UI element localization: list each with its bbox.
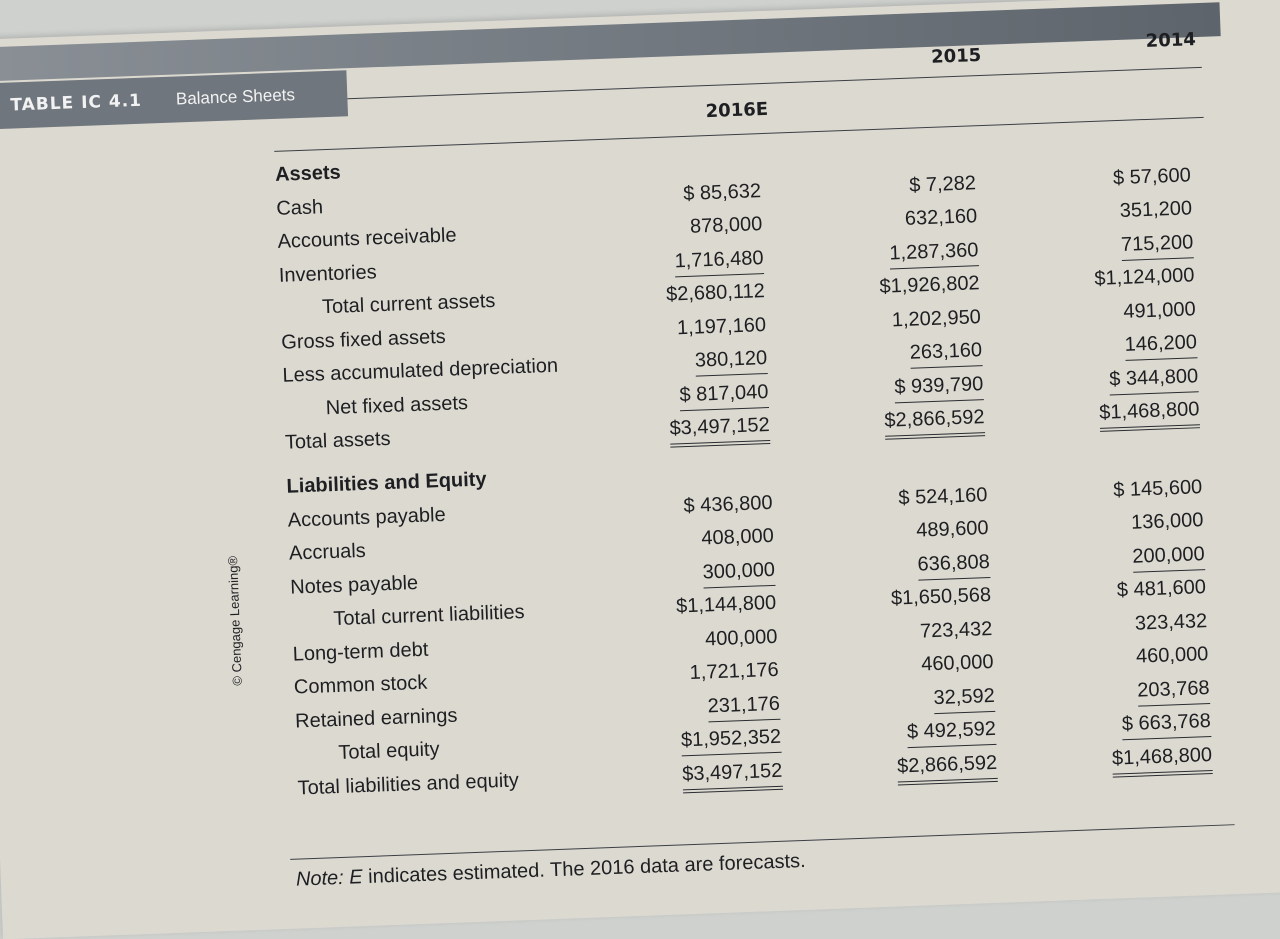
row-value-2014 [1064, 259, 1195, 297]
row-value-2015 [865, 713, 996, 751]
row-value-2016e [646, 587, 777, 625]
row-value-2016e [644, 553, 775, 591]
row-value-2015 [863, 646, 994, 684]
cell-value: 1,197,160 [676, 313, 767, 339]
row-value-2014 [1068, 360, 1199, 398]
row-label: Long-term debt [292, 638, 429, 666]
row-label: Total current assets [321, 289, 496, 319]
row-label: Retained earnings [294, 704, 458, 733]
row-label: Liabilities and Equity [286, 467, 487, 498]
cell-value: 323,432 [1134, 609, 1208, 635]
year-2016e: 2016E [705, 98, 769, 123]
cell-value: 1,287,360 [889, 235, 979, 269]
year-2015: 2015 [930, 44, 982, 68]
cell-value: 460,000 [1135, 643, 1209, 668]
balance-sheet-table [275, 124, 1238, 805]
cell-value: $ 663,768 [1121, 706, 1211, 740]
cell-value: 1,716,480 [674, 243, 764, 277]
row-value-2016e [634, 275, 765, 313]
cell-value: 380,120 [694, 343, 767, 377]
row-value-2015 [857, 479, 988, 517]
row-value-2014 [1065, 293, 1196, 331]
row-value-2015 [858, 512, 989, 550]
cell-value: $ 436,800 [683, 491, 773, 517]
cell-value: $ 524,160 [898, 483, 988, 509]
row-value-2016e [631, 175, 762, 213]
row-value-2016e [632, 208, 763, 246]
caption-label: TABLE IC 4.1 [10, 90, 143, 116]
row-value-2014 [1060, 159, 1191, 197]
row-label: Total equity [337, 738, 440, 764]
row-label: Assets [274, 161, 342, 186]
cell-value: 408,000 [701, 524, 775, 550]
cell-value: 136,000 [1130, 509, 1204, 534]
cell-value: 351,200 [1119, 197, 1193, 222]
cell-value: 146,200 [1124, 327, 1197, 361]
cell-value: 491,000 [1123, 297, 1197, 323]
row-label: Less accumulated depreciation [282, 354, 559, 387]
row-value-2015 [862, 612, 993, 650]
cell-value: 723,432 [919, 617, 993, 643]
row-label: Inventories [278, 260, 378, 287]
caption-title: Balance Sheets [175, 85, 296, 109]
row-value-2015 [849, 267, 980, 305]
cell-value: $1,468,800 [1111, 740, 1212, 777]
row-value-2014 [1066, 326, 1197, 364]
row-value-2014 [1074, 538, 1205, 576]
row-value-2015 [859, 545, 990, 583]
cell-value: 489,600 [915, 517, 989, 542]
cell-value: 460,000 [920, 650, 994, 676]
row-value-2016e [643, 520, 774, 558]
row-value-2015 [847, 200, 978, 238]
note-text: indicates estimated. The 2016 data are forecasts. [362, 849, 806, 889]
cell-value: $1,926,802 [879, 272, 980, 298]
row-value-2015 [845, 167, 976, 205]
cell-value: 263,160 [909, 335, 982, 369]
cell-value: 1,202,950 [891, 305, 982, 331]
row-label: Accounts payable [287, 503, 446, 532]
credit-text: © Cengage Learning® [225, 555, 245, 686]
row-label: Cash [275, 195, 324, 220]
cell-value: $3,497,152 [669, 411, 770, 448]
cell-value: $3,497,152 [682, 756, 783, 793]
row-label: Accounts receivable [277, 224, 457, 253]
row-value-2015 [867, 746, 998, 786]
cell-value: $1,650,568 [890, 583, 992, 610]
cell-value: $ 7,282 [908, 171, 977, 197]
cell-value: 632,160 [904, 205, 978, 230]
row-value-2016e [638, 375, 769, 413]
row-value-2015 [852, 334, 983, 372]
cell-value: 400,000 [704, 625, 778, 650]
row-value-2014 [1079, 672, 1210, 710]
row-value-2016e [635, 309, 766, 347]
cell-value: $1,952,352 [680, 722, 781, 757]
row-value-2016e [651, 721, 782, 759]
row-value-2014 [1072, 471, 1203, 509]
cell-value: $ 492,592 [906, 714, 996, 748]
row-value-2016e [637, 342, 768, 380]
header-band [0, 2, 1221, 82]
row-value-2014 [1075, 571, 1206, 609]
row-label: Notes payable [289, 571, 419, 599]
row-value-2014 [1073, 504, 1204, 542]
cell-value: $2,866,592 [884, 403, 985, 440]
cell-value: $ 145,600 [1112, 475, 1203, 501]
cell-value: $2,866,592 [897, 748, 998, 785]
cell-value: $ 85,632 [682, 179, 762, 205]
year-2014: 2014 [1145, 29, 1197, 52]
cell-value: 300,000 [702, 554, 775, 588]
note-prefix: Note: [295, 866, 345, 891]
cell-value: 231,176 [707, 688, 780, 722]
cell-value: $ 817,040 [679, 376, 769, 410]
row-value-2016e [642, 486, 773, 524]
cell-value: $ 57,600 [1112, 163, 1192, 189]
row-value-2016e [652, 754, 783, 794]
row-value-2015 [853, 368, 984, 406]
cell-value: $ 481,600 [1116, 576, 1207, 602]
row-value-2016e [647, 620, 778, 658]
cell-value: 32,592 [933, 680, 995, 713]
row-value-2016e [633, 242, 764, 280]
row-label: Gross fixed assets [280, 325, 447, 354]
cell-value: $2,680,112 [665, 280, 766, 306]
row-value-2014 [1077, 605, 1208, 643]
cell-value: $1,124,000 [1093, 264, 1195, 290]
row-label: Total assets [284, 427, 391, 454]
row-value-2015 [864, 679, 995, 717]
row-value-2015 [850, 301, 981, 339]
row-value-2014 [1078, 638, 1209, 676]
row-value-2014 [1061, 192, 1192, 230]
table-caption [0, 70, 348, 129]
row-value-2014 [1063, 226, 1194, 264]
row-value-2015 [848, 234, 979, 272]
cell-value: 636,808 [917, 546, 990, 580]
row-label: Total current liabilities [333, 601, 525, 631]
row-value-2016e [648, 654, 779, 692]
cell-value: 200,000 [1132, 539, 1205, 573]
row-label: Net fixed assets [325, 391, 469, 419]
cell-value: $ 939,790 [894, 369, 984, 403]
header-rule [347, 67, 1201, 99]
cell-value: 1,721,176 [689, 658, 780, 685]
cell-value: 203,768 [1137, 673, 1210, 707]
row-label: Common stock [293, 671, 428, 699]
cell-value: 715,200 [1120, 227, 1193, 261]
cell-value: $1,144,800 [675, 591, 777, 618]
row-label: Total liabilities and equity [297, 768, 520, 799]
note-letter: E [348, 866, 364, 889]
row-label: Accruals [288, 539, 367, 565]
row-value-2016e [649, 687, 780, 725]
cell-value: 878,000 [689, 213, 763, 238]
caption-number: 4.1 [108, 90, 143, 112]
row-value-2014 [1080, 705, 1211, 743]
cell-value: $ 344,800 [1109, 361, 1199, 395]
cell-value: $1,468,800 [1099, 395, 1200, 432]
row-value-2015 [861, 579, 992, 617]
row-value-2014 [1082, 738, 1213, 778]
